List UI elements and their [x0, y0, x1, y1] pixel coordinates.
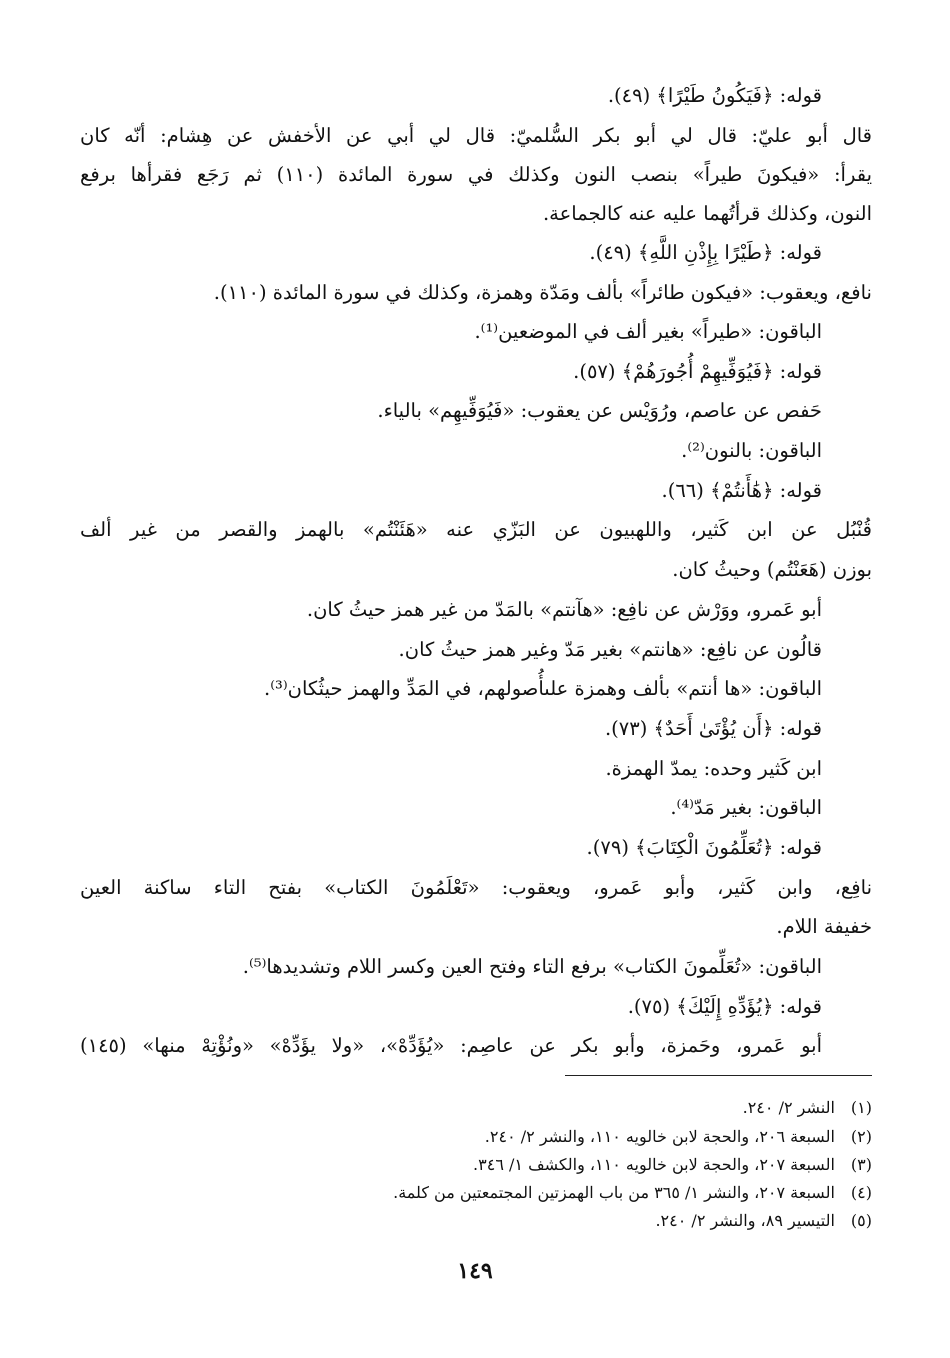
text-line: النون، وكذلك قرأتُهما عليه عنه كالجماعة. [542, 202, 872, 225]
footnote [473, 1152, 872, 1178]
verse-heading: قوله: ﴿فَيُوَفِّيهِمْ أُجُورَهُمْ﴾ (٥٧). [573, 360, 822, 383]
text-line: ابن كَثير وحده: يمدّ الهمزة. [605, 757, 822, 780]
text-line: الباقون: بالنون⁽²⁾. [681, 439, 822, 462]
text-line: يقرأ: «فيكونَ طيراً» بنصب النون وكذلك في سورة المائدة (١١٠) ثم رَجَع فقرأها برفع [80, 163, 872, 186]
text-line: قالُون عن نافِع: «هانتم» بغير مَدّ وغير همز حيثُ كان. [398, 638, 822, 661]
verse-heading: قوله: ﴿فَيَكُونُ طَيْرًا﴾ (٤٩). [607, 84, 822, 107]
text-line: بوزن (هَعَنْتُم) وحيثُ كان. [672, 558, 872, 581]
footnote-text: التيسير ٨٩، والنشر ٢/ ٢٤٠. [655, 1211, 835, 1230]
text-line: الباقون: «تُعَلِّمونَ الكتاب» برفع التاء وفتح العين وكسر اللام وتشديدها⁽⁵⁾. [242, 955, 822, 978]
text-line: نافع، ويعقوب: «فيكون طائراً» بألف ومَدّة وهمزة، وكذلك في سورة المائدة (١١٠). [213, 281, 872, 304]
text-line: قُنْبُل عن ابن كَثير، واللهبيون عن البَزّي عنه «هَئَنْتُم» بالهمز والقصر من غير ألف [80, 518, 872, 541]
text-line: أبو عَمرو، وحَمزة، وأبو بكر عن عاصِم: «يُؤَدِّهْ»، «ولا يؤَدِّهْ» «ونُؤْتِهْ منها» (١٤٥) [80, 1034, 822, 1057]
footnote-separator [565, 1075, 872, 1076]
text-line: الباقون: «طيراً» بغير ألف في الموضعين⁽¹⁾. [474, 320, 822, 343]
verse-heading: قوله: ﴿طَيْرًا بِإِذْنِ اللَّهِ﴾ (٤٩). [589, 241, 822, 264]
text-line: قال أبو عليّ: قال لي أبو بكر السُّلميّ: قال لي أبي عن الأخفش عن هِشام: أنّه كان [80, 124, 872, 147]
text-line: خفيفة اللام. [776, 915, 872, 938]
footnote [485, 1124, 872, 1150]
footnote-number: (١) [850, 1098, 872, 1117]
verse-heading: قوله: ﴿أَن يُؤْتَىٰ أَحَدٌ﴾ (٧٣). [604, 717, 822, 740]
footnote-number: (٣) [850, 1155, 872, 1174]
text-line: نافِع، وابن كَثير، وأبو عَمرو، ويعقوب: «تَعْلَمُونَ الكتاب» بفتح التاء ساكنة العين [80, 876, 872, 899]
footnote-number: (٢) [850, 1127, 872, 1146]
footnote-text: السبعة ٢٠٦، والحجة لابن خالويه ١١٠، والنشر ٢/ ٢٤٠. [484, 1127, 835, 1146]
footnote-number: (٥) [850, 1211, 872, 1230]
footnote [655, 1208, 872, 1234]
footnote-text: السبعة ٢٠٧، والنشر ١/ ٣٦٥ من باب الهمزتين المجتمعتين من كلمة. [393, 1183, 835, 1202]
verse-heading: قوله: ﴿هَٰأَنتُمْ﴾ (٦٦). [661, 479, 822, 502]
page-number: ١٤٩ [457, 1258, 493, 1284]
text-line: أبو عَمرو، ووَرْش عن نافِع: «هآنتم» بالمَدّ من غير همز حيثُ كان. [306, 598, 822, 621]
text-line: الباقون: بغير مَدّ⁽⁴⁾. [670, 796, 822, 819]
footnote [393, 1180, 872, 1206]
verse-heading: قوله: ﴿تُعَلِّمُونَ الْكِتَابَ﴾ (٧٩). [586, 836, 822, 859]
text-line: الباقون: «ها أنتم» بألف وهمزة علىأُصولهم، في المَدِّ والهمز حيثُكان⁽³⁾. [264, 677, 822, 700]
text-line: حَفص عن عاصم، ورُوَيْس عن يعقوب: «فَيُوَفِّيهِم» بالياء. [377, 399, 822, 422]
footnote-text: السبعة ٢٠٧، والحجة لابن خالويه ١١٠، والكشف ١/ ٣٤٦. [473, 1155, 835, 1174]
footnote [743, 1095, 872, 1121]
footnote-text: النشر ٢/ ٢٤٠. [742, 1098, 835, 1117]
footnote-number: (٤) [850, 1183, 872, 1202]
verse-heading: قوله: ﴿يُؤَدِّهِ إِلَيْكَ﴾ (٧٥). [627, 995, 822, 1018]
